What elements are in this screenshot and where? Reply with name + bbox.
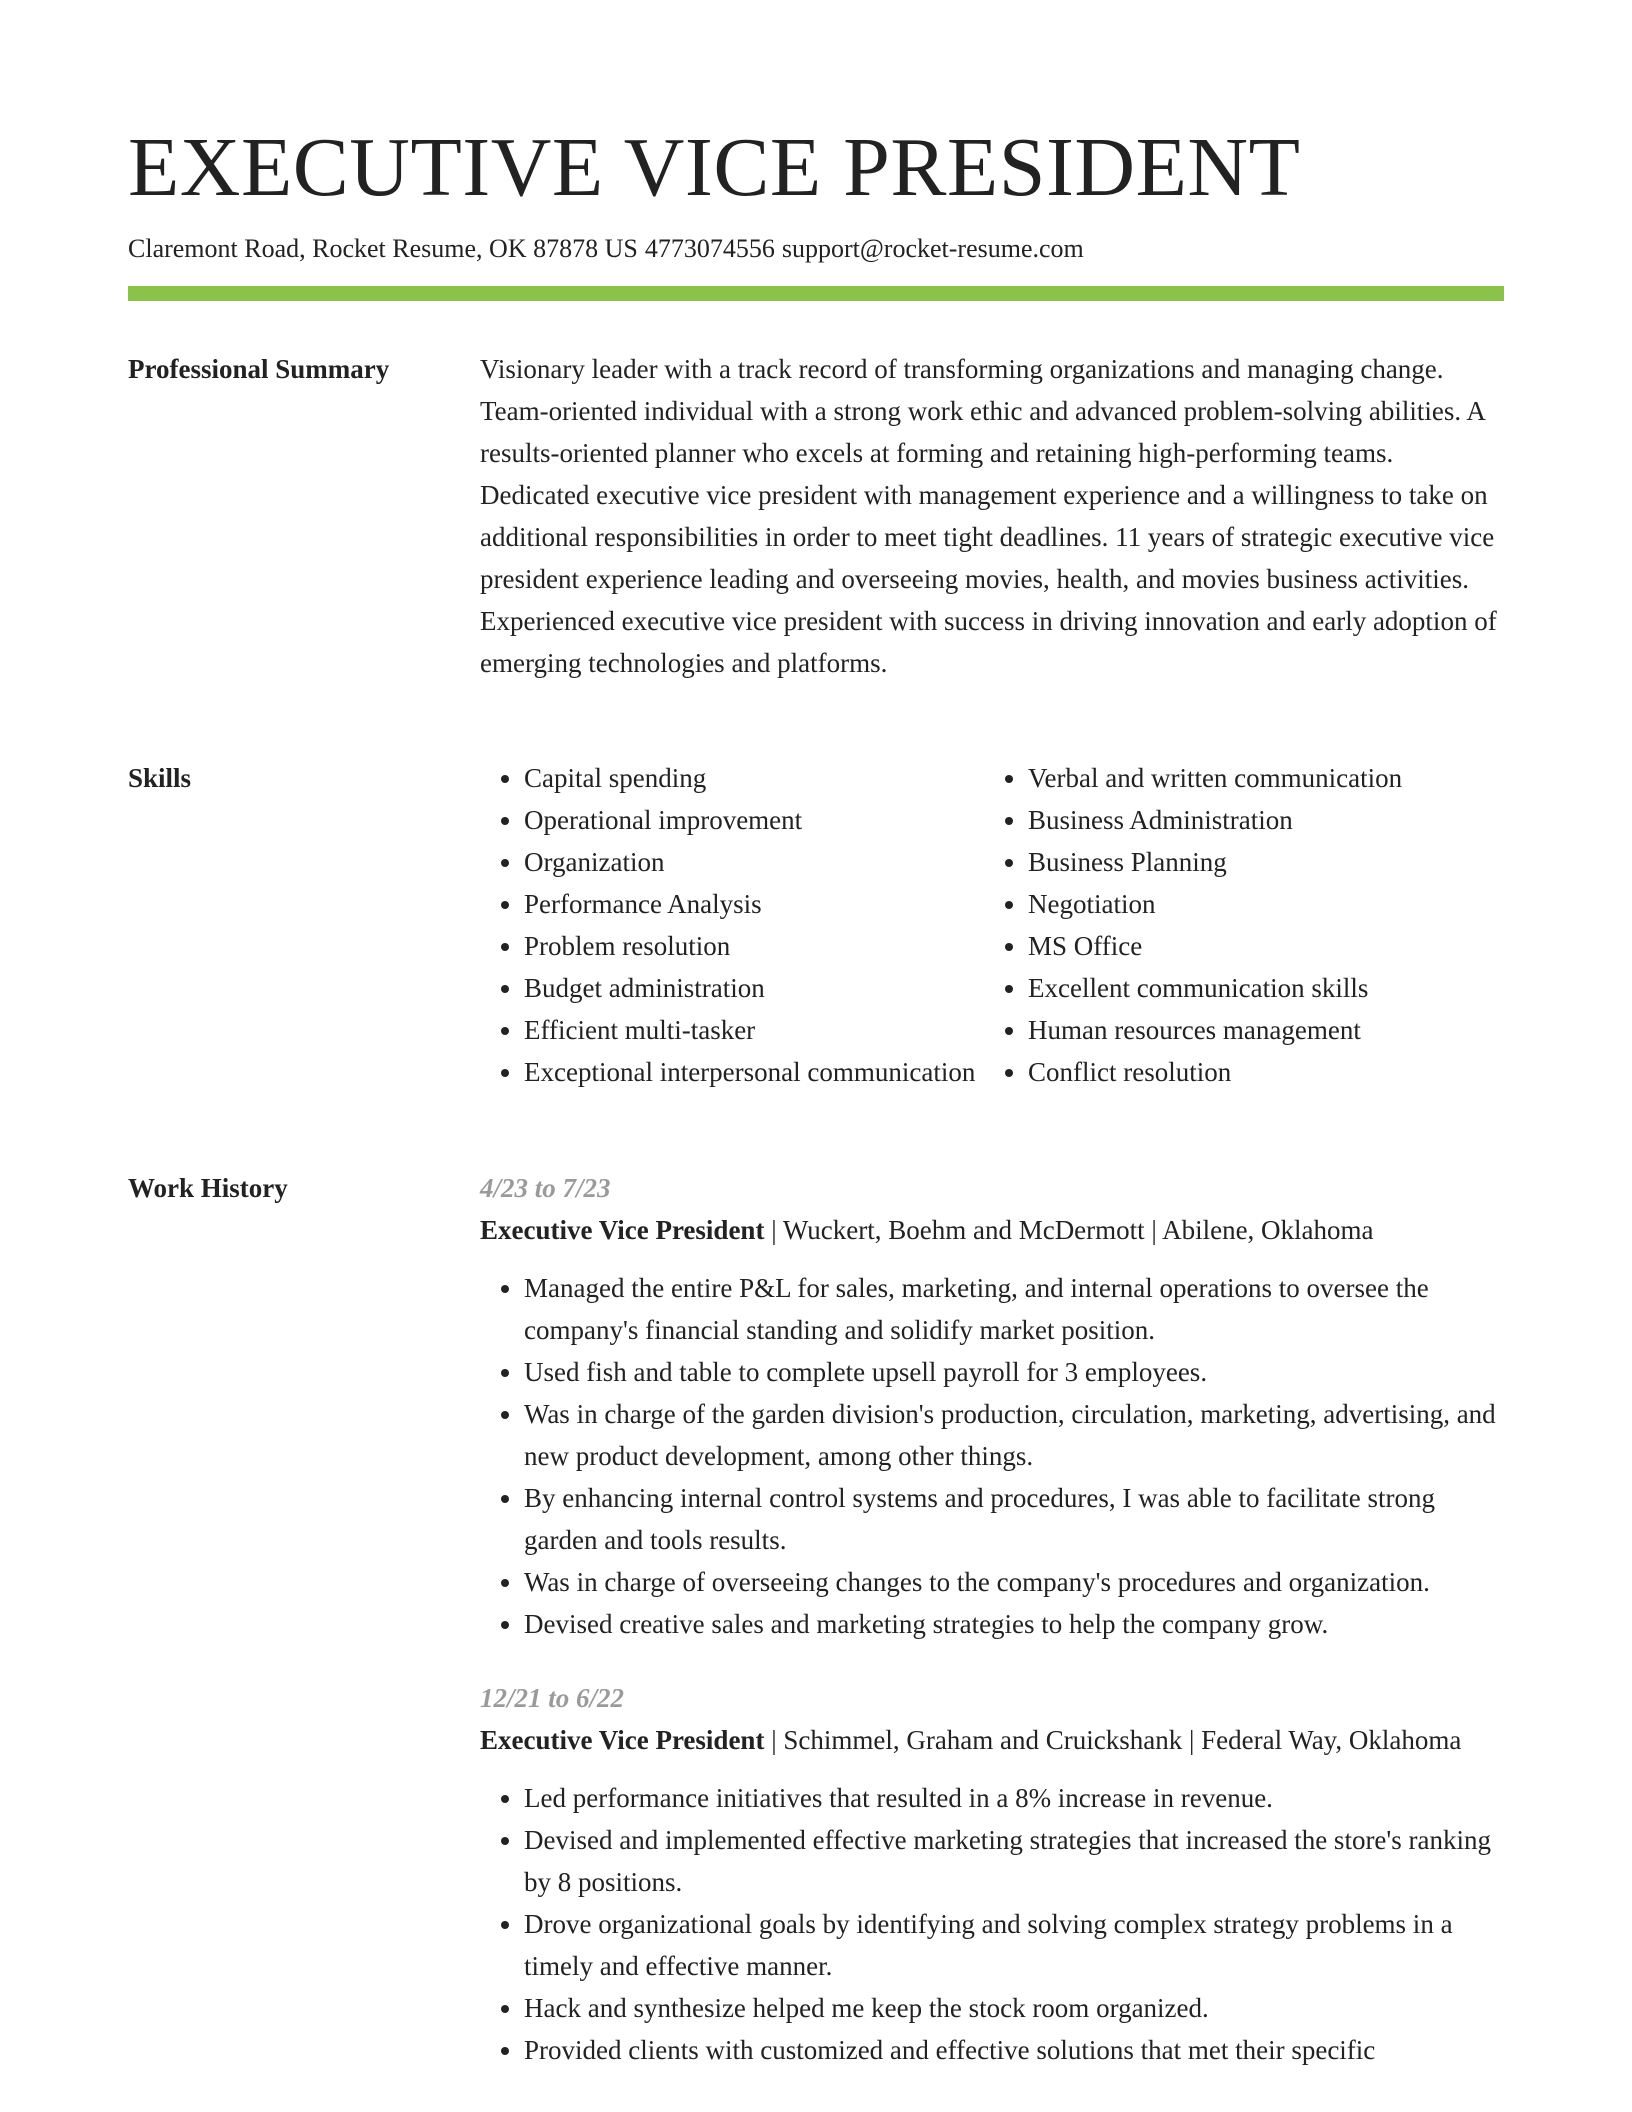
skill-item: • Negotiation xyxy=(1028,883,1488,925)
skill-item: • MS Office xyxy=(1028,925,1488,967)
header-divider xyxy=(128,286,1504,301)
skill-item: • Problem resolution xyxy=(524,925,984,967)
skill-item: • Verbal and written communication xyxy=(1028,757,1488,799)
job-dates: 4/23 to 7/23 xyxy=(480,1173,611,1203)
skill-item: • Budget administration xyxy=(524,967,984,1009)
contact-address: Claremont Road, Rocket Resume, OK 87878 US xyxy=(128,234,638,263)
job-bullet: • Managed the entire P&L for sales, marketing, and internal operations to oversee the company's financial standing and solidify market position. xyxy=(524,1267,1504,1351)
job-entry xyxy=(480,1167,1504,1645)
skill-item: • Exceptional interpersonal communication xyxy=(524,1051,984,1093)
job-bullet: • Devised creative sales and marketing strategies to help the company grow. xyxy=(524,1603,1504,1645)
skill-item: • Operational improvement xyxy=(524,799,984,841)
job-bullet: • Was in charge of overseeing changes to the company's procedures and organization. xyxy=(524,1561,1504,1603)
job-entry xyxy=(480,1677,1504,2071)
job-bullet: • Provided clients with customized and effective solutions that met their specific xyxy=(524,2029,1504,2071)
contact-phone: 4773074556 xyxy=(644,234,775,263)
job-bullet-list xyxy=(480,1267,1504,1645)
summary-heading: Professional Summary xyxy=(128,354,390,384)
job-heading xyxy=(480,1209,1504,1251)
work-history-heading: Work History xyxy=(128,1173,288,1203)
skill-item: • Organization xyxy=(524,841,984,883)
skill-item: • Performance Analysis xyxy=(524,883,984,925)
skills-heading: Skills xyxy=(128,763,192,793)
skill-item: • Excellent communication skills xyxy=(1028,967,1488,1009)
job-title: Executive Vice President xyxy=(480,1725,765,1755)
job-bullet: • Was in charge of the garden division's production, circulation, marketing, advertising, and new product development, among other things. xyxy=(524,1393,1504,1477)
contact-line xyxy=(128,231,1084,267)
skill-item: • Human resources management xyxy=(1028,1009,1488,1051)
summary-text: Visionary leader with a track record of transforming organizations and managing change. Team-oriented individual with a strong work ethic and advanced problem-solving abilities. A results-oriented planner who excels at forming and retaining high-performing teams. Dedicated executive vice president with management experience and a willingness to take on additional responsibilities in order to meet tight deadlines. 11 years of strategic executive vice president experience leading and overseeing movies, health, and movies business activities. Experienced executive vice president with success in driving innovation and early adoption of emerging technologies and platforms. xyxy=(480,354,1497,678)
job-bullet: • Drove organizational goals by identifying and solving complex strategy problems in a timely and effective manner. xyxy=(524,1903,1504,1987)
job-bullet-list xyxy=(480,1777,1504,2071)
job-bullet: • Devised and implemented effective marketing strategies that increased the store's ranking by 8 positions. xyxy=(524,1819,1504,1903)
job-title: Executive Vice President xyxy=(480,1215,765,1245)
skill-item: • Conflict resolution xyxy=(1028,1051,1488,1093)
job-heading xyxy=(480,1719,1504,1761)
page-title: EXECUTIVE VICE PRESIDENT xyxy=(128,121,1301,214)
summary-body xyxy=(480,348,1504,684)
job-employer-location: | Wuckert, Boehm and McDermott | Abilene, Oklahoma xyxy=(764,1215,1374,1245)
job-bullet: • Led performance initiatives that resulted in a 8% increase in revenue. xyxy=(524,1777,1504,1819)
job-bullet: • Used fish and table to complete upsell payroll for 3 employees. xyxy=(524,1351,1504,1393)
work-history-body xyxy=(480,1167,1504,2071)
job-bullet: • By enhancing internal control systems and procedures, I was able to facilitate strong garden and tools results. xyxy=(524,1477,1504,1561)
job-dates: 12/21 to 6/22 xyxy=(480,1683,625,1713)
job-employer-location: | Schimmel, Graham and Cruickshank | Federal Way, Oklahoma xyxy=(764,1725,1462,1755)
skills-list-right xyxy=(984,757,1488,1093)
skills-body xyxy=(480,757,1504,1093)
contact-email: support@rocket-resume.com xyxy=(781,234,1084,263)
skill-item: • Capital spending xyxy=(524,757,984,799)
skill-item: • Business Administration xyxy=(1028,799,1488,841)
skill-item: • Efficient multi-tasker xyxy=(524,1009,984,1051)
skill-item: • Business Planning xyxy=(1028,841,1488,883)
job-bullet: • Hack and synthesize helped me keep the stock room organized. xyxy=(524,1987,1504,2029)
skills-list-left xyxy=(480,757,984,1093)
